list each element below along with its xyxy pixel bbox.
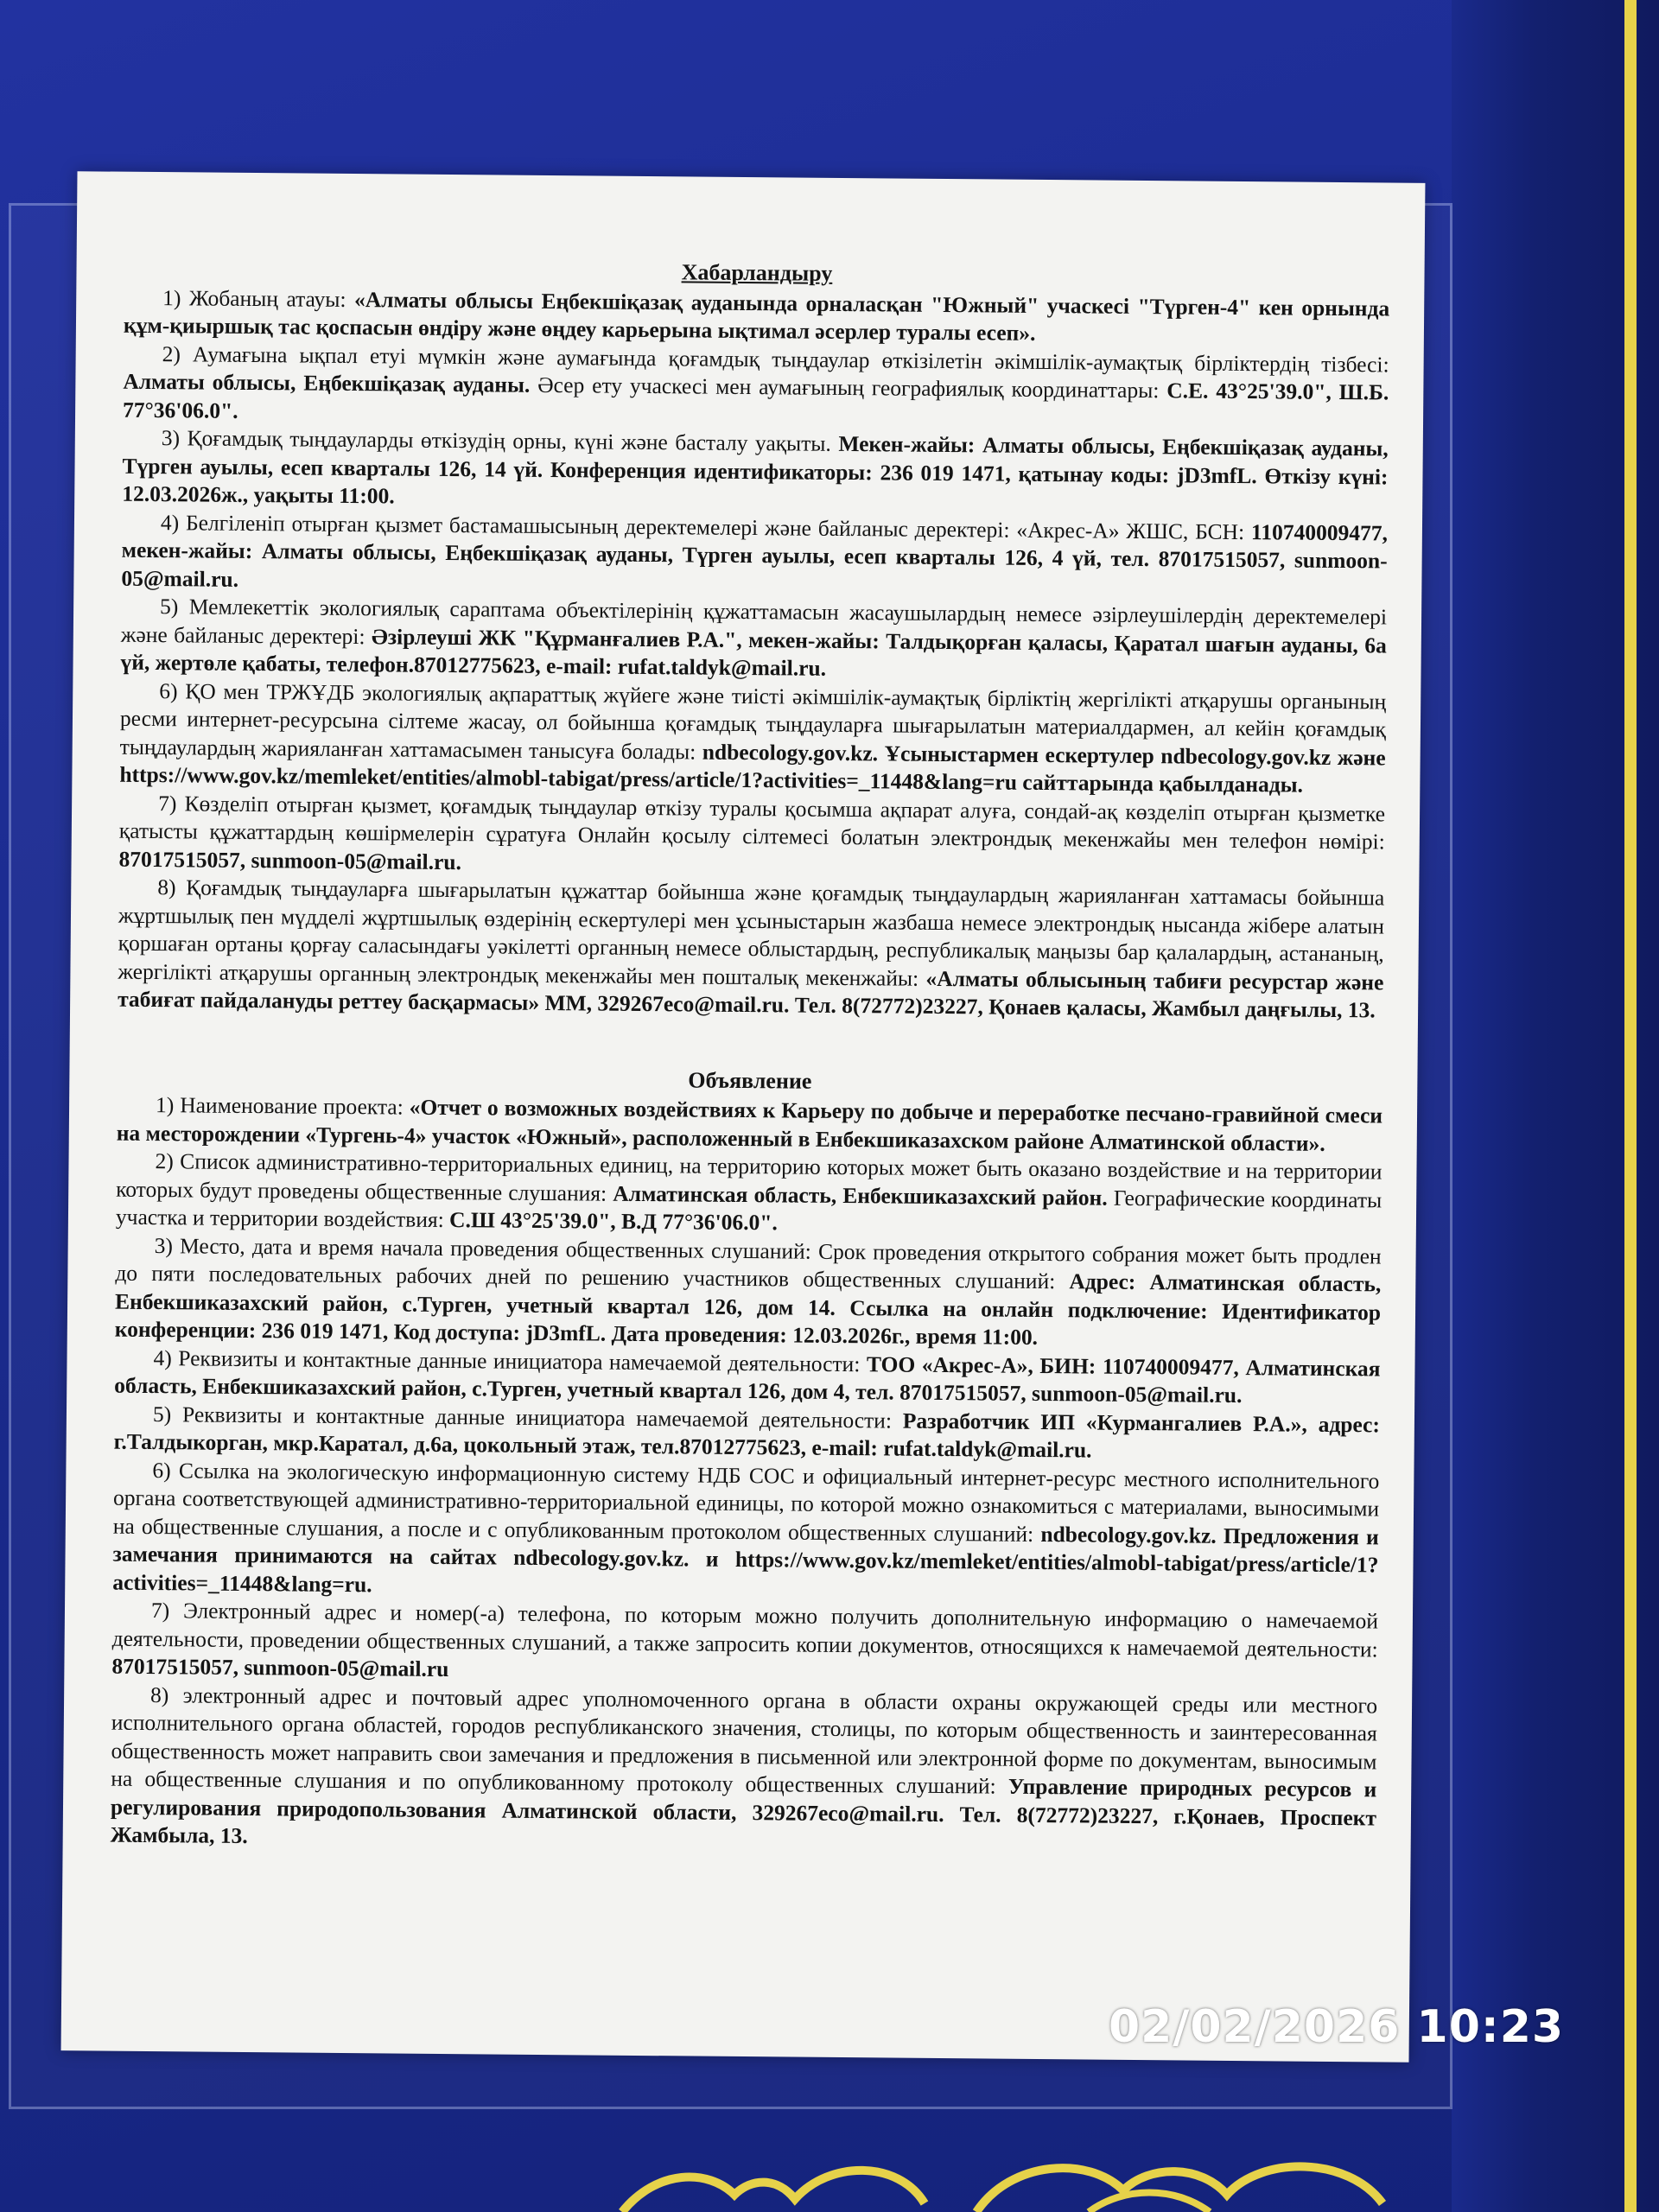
kz-item-6: 6) ҚО мен ТРЖҰДБ экологиялық ақпараттық жүйеге және тиісті әкімшілік-аумақтық бірліктің жергілікті атқарушы органының ресми интернет-ресурсына сілтеме жасау, ол бойынша қоғамдық тыңдауларға шығарылатын материалдармен, ал кейін қоғамдық тыңдаулардың жарияланған хаттамасымен танысуға болады: ndbecology.gov.kz. Ұсыныстармен ескертулер ndbecology.gov.kz және https://www.gov.kz/memleket/entities/almobl-tabigat/press/article/1?activities=_11448&lang=ru сайттарында қабылданады.	[119, 677, 1387, 798]
ru-item-2: 2) Список административно-территориальных единиц, на территорию которых может быть оказано воздействие и на территории которых будут проведены общественные слушания: Алматинская область, Енбекшиказахский район. Географические координаты участка и территории воздействия: С.Ш 43°25'39.0", В.Д 77°36'06.0".	[115, 1148, 1382, 1236]
ru-item-5: 5) Реквизиты и контактные данные инициатора намечаемой деятельности: Разработчик ИП «Курмангалиев Р.А.», адрес: г.Талдыкорган, мкр.Каратал, д.6а, цокольный этаж, тел.87012775623, e-mail: rufat.taldyk@mail.ru.	[113, 1401, 1381, 1463]
kz-item-1: 1) Жобаның атауы: «Алматы облысы Еңбекшіқазақ ауданында орналасқан "Южный" учаскесі "Түрген-4" кен орнында құм-қиыршық тас қоспасын өндіру және өңдеу карьерына ықтимал әсерлер туралы есеп».	[123, 284, 1390, 346]
ru-item-8: 8) электронный адрес и почтовый адрес уполномоченного органа в области охраны окружающей среды или местного исполнительного органа областей, городов республиканского значения, столицы, по которым общественность и заинтересованная общественность может направить свои замечания и предложения в письменной или электронной форме по документам, выносимым на общественные слушания и по опубликованному протоколу общественных слушаний: Управление природных ресурсов и регулирования природопользования Алматинской области, 329267eco@mail.ru. Тел. 8(72772)23227, г.Қонаев, Проспект Жамбыла, 13.	[110, 1681, 1378, 1849]
kz-item-3: 3) Қоғамдық тыңдауларды өткізудің орны, күні және басталу уақыты. Мекен-жайы: Алматы облысы, Еңбекшіқазақ ауданы, Түрген ауылы, есеп кварталы 126, 14 үй. Конференция идентификаторы: 236 019 1471, қатынау коды: jD3mfL. Өткізу күні: 12.03.2026ж., уақыты 11:00.	[122, 425, 1389, 509]
kz-item-2: 2) Аумағына ықпал етуі мүмкін және аумағында қоғамдық тыңдаулар өткізілетін әкімшілік-аумақтық бірліктердің тізбесі: Алматы облысы, Еңбекшіқазақ ауданы. Әсер ету учаскесі мен аумағының географиялық координаттары: С.Е. 43°25'39.0", Ш.Б. 77°36'06.0".	[122, 340, 1389, 423]
ru-item-1: 1) Наименование проекта: «Отчет о возможных воздействиях к Карьеру по добыче и переработке песчано-гравийной смеси на месторождении «Тургень-4» участок «Южный», расположенный в Енбекшиказахском районе Алматинской области».	[116, 1092, 1383, 1156]
kazakh-ornament	[605, 2152, 1469, 2212]
ru-item-6: 6) Ссылка на экологическую информационную систему НДБ СОС и официальный интернет-ресурс местного исполнительного органа соответствующей административно-территориальной единицы, по которой можно ознакомиться с материалами, выносимыми на общественные слушания, а после и с опубликованным протоколом общественных слушаний: ndbecology.gov.kz. Предложения и замечания принимаются на сайтах ndbecology.gov.kz. и https://www.gov.kz/memleket/entities/almobl-tabigat/press/article/1?activities=_11448&lang=ru.	[112, 1457, 1380, 1597]
ru-title: Объявление	[688, 1066, 812, 1094]
kz-title: Хабарландыру	[681, 259, 833, 286]
yellow-trim-stripe	[1624, 0, 1637, 2212]
kz-item-5: 5) Мемлекеттік экологиялық сараптама объектілерінің құжаттамасын жасаушылардың немесе әзірлеушілердің деректемелері және байланыс деректері: Әзірлеуші ЖК "Құрманғалиев Р.А.", мекен-жайы: Талдықорған қаласы, Қаратал шағын ауданы, 6а үй, жертөле қабаты, телефон.87012775623, e-mail: rufat.taldyk@mail.ru.	[120, 594, 1388, 681]
kz-item-8: 8) Қоғамдық тыңдауларға шығарылатын құжаттар бойынша және қоғамдық тыңдаулардың жарияланған хаттамасы бойынша жұртшылық пен мүдделі жұртшылық өздерінің ескертулері мен ұсыныстарын жазбаша немесе электрондық нысанда жібере алатын қоршаған ортаны қорғау саласындағы уәкілетті органның немесе облыстардың, республикалық маңызы бар қалалардың, астананың, жергілікті атқарушы органның электрондық мекенжайы мен пошталық мекенжайы: «Алматы облысының табиғи ресурстар және табиғат пайдалануды реттеу басқармасы» ММ, 329267eco@mail.ru. Тел. 8(72772)23227, Қонаев қаласы, Жамбыл даңғылы, 13.	[118, 874, 1385, 1023]
ru-item-3: 3) Место, дата и время начала проведения общественных слушаний: Срок проведения открытого собрания может быть продлен до пяти последовательных рабочих дней по решению участников общественных слушаний: Адрес: Алматинская область, Енбекшиказахский район, с.Турген, учетный квартал 126, дом 14. Ссылка на онлайн подключение: Идентификатор конференции: 236 019 1471, Код доступа: jD3mfL. Дата проведения: 12.03.2026г., время 11:00.	[114, 1232, 1382, 1350]
ru-item-4: 4) Реквизиты и контактные данные инициатора намечаемой деятельности: ТОО «Акрес-А», БИН: 110740009477, Алматинская область, Енбекшиказахский район, с.Турген, учетный квартал 126, дом 4, тел. 87017515057, sunmoon-05@mail.ru.	[114, 1344, 1381, 1408]
kz-item-4: 4) Белгіленіп отырған қызмет бастамашысының деректемелері және байланыс деректері: «Акрес-А» ЖШС, БСН: 110740009477, мекен-жайы: Алматы облысы, Еңбекшіқазақ ауданы, Түрген ауылы, есеп кварталы 126, 4 үй, тел. 87017515057, sunmoon-05@mail.ru.	[121, 509, 1389, 592]
kz-item-7: 7) Көзделіп отырған қызмет, қоғамдық тыңдаулар өткізу туралы қосымша ақпарат алуға, сондай-ақ көзделіп отырған қызметке қатысты құжаттардың көшірмелерін сұратуға Онлайн қосылу сілтемесі болатын электрондық мекенжайы мен телефон нөмірі: 87017515057, sunmoon-05@mail.ru.	[118, 790, 1386, 874]
ru-item-7: 7) Электронный адрес и номер(-а) телефона, по которым можно получить дополнительную информацию о намечаемой деятельности, проведении общественных слушаний, а также запросить копии документов, относящихся к намечаемой деятельности: 87017515057, sunmoon-05@mail.ru	[111, 1598, 1379, 1682]
photo-timestamp: 02/02/2026 10:23	[1109, 2001, 1565, 2053]
announcement-sheet	[61, 171, 1426, 2063]
